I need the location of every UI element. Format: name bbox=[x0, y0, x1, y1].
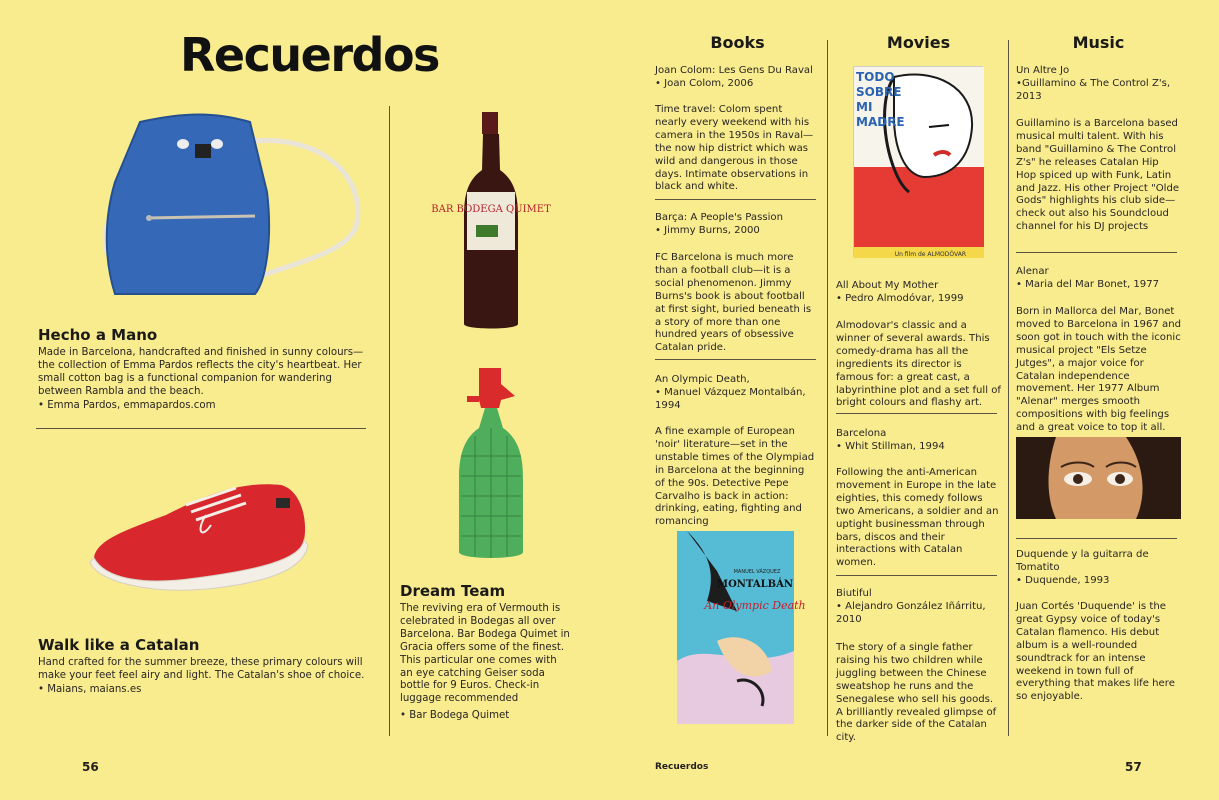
item-divider bbox=[36, 428, 366, 429]
poster-title-line: SOBRE bbox=[856, 85, 902, 99]
poster-title-line: MI bbox=[856, 100, 873, 114]
movies-heading: Movies bbox=[886, 33, 951, 52]
cover-title: An Olympic Death bbox=[704, 599, 806, 612]
page-number-left: 56 bbox=[82, 760, 99, 774]
poster-title-line: MADRE bbox=[856, 115, 905, 129]
book-1-credit: • Joan Colom, 2006 bbox=[655, 78, 754, 89]
book-3-credit: • Manuel Vázquez Montalbán, 1994 bbox=[655, 387, 806, 411]
column-divider bbox=[1008, 40, 1009, 736]
entry-divider bbox=[655, 199, 816, 200]
dream-text: The reviving era of Vermouth is celebrated in Bodegas all over Barcelona. Bar Bodega Quimet in Gracia offers some of the finest. This particular one comes with an eye catching Geiser soda bottle for 9 Euros. Check-in luggage recommended bbox=[400, 603, 570, 705]
bag-heading: Hecho a Mano bbox=[38, 326, 158, 344]
movie-1-credit: • Pedro Almodóvar, 1999 bbox=[836, 293, 964, 304]
music-3-text: Juan Cortés 'Duquende' is the great Gypsy voice of today's Catalan flamenco. His debut album is a well-rounded soundtrack for an intense weekend in town full of everything that makes life here so enjoyable. bbox=[1016, 601, 1175, 703]
movie-3-title: Biutiful bbox=[836, 588, 872, 599]
movie-2-text: Following the anti-American movement in Europe in the late eighties, this comedy follows two Americans, a soldier and an uptight businessman through bars, discos and their interactions with Catalan women. bbox=[836, 467, 999, 569]
music-1-credit: •Guillamino & The Control Z's, 2013 bbox=[1016, 78, 1171, 102]
music-2-credit: • Maria del Mar Bonet, 1977 bbox=[1016, 279, 1160, 290]
cover-author: MANUEL VÁZQUEZ bbox=[733, 569, 781, 575]
music-3-credit: • Duquende, 1993 bbox=[1016, 575, 1110, 586]
movie-poster-image bbox=[853, 66, 983, 257]
bag-text: Made in Barcelona, handcrafted and finished in sunny colours—the collection of Emma Pardos reflects the city's heartbeat. Her small cotton bag is a functional companion for wandering between Rambla and the beach. bbox=[38, 347, 364, 397]
shoe-image bbox=[86, 470, 311, 600]
music-1-text: Guillamino is a Barcelona based musical multi talent. With his band "Guillamino & The Control Z's" he releases Catalan Hip Hop spiced up with Funk, Latin and Jazz. His other Project "Olde Gods" highlights his club side—check out also his Soundcloud channel for his DJ projects bbox=[1016, 118, 1180, 233]
music-2-text: Born in Mallorca del Mar, Bonet moved to Barcelona in 1967 and soon got in touch with the iconic musical project "Els Setze Jutges", a major voice for Catalan independence movement. Her 1977 Album "Alenar" merges smooth compositions with big feelings and a great voice to top it all. bbox=[1016, 306, 1182, 434]
bag-credit: • Emma Pardos, emmapardos.com bbox=[38, 400, 216, 411]
entry-divider bbox=[836, 413, 997, 414]
book-3-title: An Olympic Death, bbox=[655, 374, 750, 385]
page-title: Recuerdos bbox=[180, 28, 439, 82]
movie-2-title: Barcelona bbox=[836, 428, 887, 439]
poster-title-line: TODO bbox=[856, 70, 895, 84]
movie-3-credit: • Alejandro González Iñárritu, 2010 bbox=[836, 601, 986, 625]
shoe-heading: Walk like a Catalan bbox=[38, 636, 200, 654]
book-1-text: Time travel: Colom spent nearly every weekend with his camera in the 1950s in Raval—the now hip district which was wild and dangerous in those days. Intimate observations in black and white. bbox=[655, 104, 814, 193]
entry-divider bbox=[836, 575, 997, 576]
wine-bottle-image bbox=[431, 110, 551, 332]
shoe-text: Hand crafted for the summer breeze, these primary colours will make your feet feel airy and light. The Catalan's shoe of choice. bbox=[38, 657, 365, 681]
music-2-title: Alenar bbox=[1016, 266, 1049, 277]
movie-3-text: The story of a single father raising his two children while juggling between the Chinese sweatshop he runs and the Senegalese who sell his goods. A brilliantly revealed glimpse of the darker side of the Catalan city. bbox=[836, 642, 997, 744]
column-divider bbox=[389, 106, 390, 736]
book-2-text: FC Barcelona is much more than a football club—it is a social phenomenon. Jimmy Burns's book is about football at first sight, buried beneath is a story of more than one hundred years of obsessive Catalan pride. bbox=[655, 252, 812, 354]
book-cover-image bbox=[677, 531, 806, 724]
soda-siphon-image bbox=[455, 366, 527, 562]
column-divider bbox=[827, 40, 828, 736]
music-1-title: Un Altre Jo bbox=[1016, 65, 1070, 76]
page-number-right: 57 bbox=[1125, 760, 1142, 774]
movie-1-text: Almodovar's classic and a winner of several awards. This comedy-drama has all the ingredients its director is famous for: a great cast, a labyrinthine plot and a set full of bright colours and flashy art. bbox=[836, 320, 1001, 409]
book-3-text: A fine example of European 'noir' literature—set in the unstable times of the Olympiad in Barcelona at the beginning of the 90s. Detective Pepe Carvalho is back in action: drinking, eating, fighting and romancing bbox=[655, 426, 815, 528]
movie-2-credit: • Whit Stillman, 1994 bbox=[836, 441, 945, 452]
movie-1-title: All About My Mother bbox=[836, 280, 939, 291]
shoe-credit: • Maians, maians.es bbox=[38, 684, 142, 695]
cover-name: MONTALBÁN bbox=[717, 579, 793, 590]
footer-label: Recuerdos bbox=[655, 762, 709, 772]
books-heading: Books bbox=[710, 33, 765, 52]
poster-caption: Un film de ALMODÓVAR bbox=[894, 251, 966, 258]
book-2-credit: • Jimmy Burns, 2000 bbox=[655, 225, 760, 236]
entry-divider bbox=[1016, 252, 1177, 253]
music-heading: Music bbox=[1072, 33, 1125, 52]
wine-label-text: BAR BODEGA QUIMET bbox=[431, 204, 551, 215]
dream-heading: Dream Team bbox=[400, 582, 506, 600]
book-2-title: Barça: A People's Passion bbox=[655, 212, 783, 223]
music-3-title: Duquende y la guitarra de Tomatito bbox=[1016, 549, 1149, 573]
entry-divider bbox=[655, 359, 816, 360]
entry-divider bbox=[1016, 538, 1177, 539]
album-cover-image bbox=[1016, 437, 1181, 519]
dream-credit: • Bar Bodega Quimet bbox=[400, 710, 510, 721]
bag-image bbox=[95, 112, 365, 308]
book-1-title: Joan Colom: Les Gens Du Raval bbox=[655, 65, 813, 76]
